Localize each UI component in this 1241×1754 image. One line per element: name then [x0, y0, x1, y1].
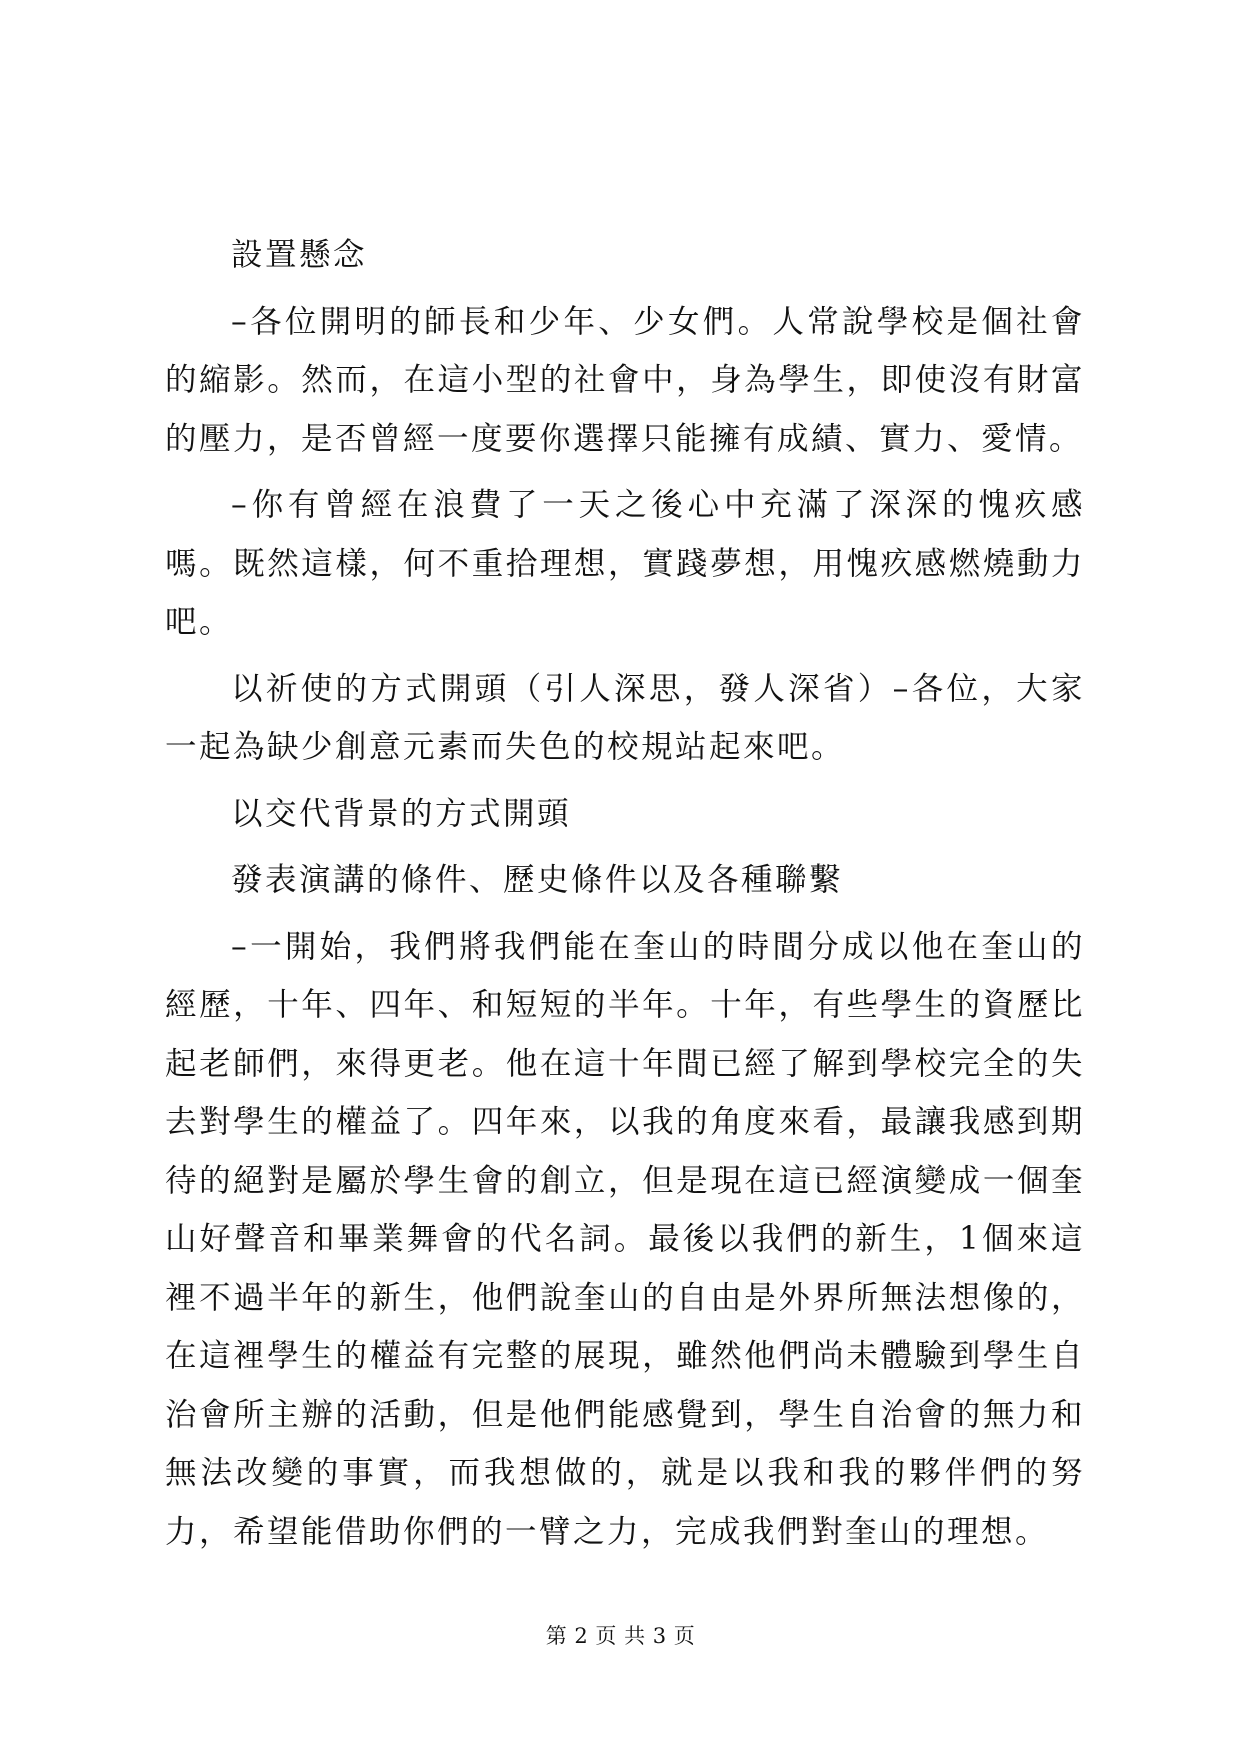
paragraph-main-body: –一開始，我們將我們能在奎山的時間分成以他在奎山的經歷，十年、四年、和短短的半年。十年，有些學生的資歷比起老師們，來得更老。他在這十年間已經了解到學校完全的失去對學生的權益了。四年來，以我的角度來看，最讓我感到期待的絕對是屬於學生會的創立，但是現在這已經演變成一個奎山好聲音和畢業舞會的代名詞。最後以我們的新生，1個來這裡不過半年的新生，他們說奎山的自由是外界所無法想像的，在這裡學生的權益有完整的展現，雖然他們尚未體驗到學生自治會所主辦的活動，但是他們能感覺到，學生自治會的無力和無法改變的事實，而我想做的，就是以我和我的夥伴們的努力，希望能借助你們的一臂之力，完成我們對奎山的理想。 — [165, 928, 1085, 1550]
subheading-speech-conditions: 發表演講的條件、歷史條件以及各種聯繫 — [231, 862, 844, 898]
heading-background-opening: 以交代背景的方式開頭 — [231, 795, 572, 832]
heading-suspense: 設置懸念 — [231, 237, 368, 273]
paragraph-guilt-question: –你有曾經在浪費了一天之後心中充滿了深深的愧疚感嗎。既然這樣，何不重拾理想，實踐夢想，用愧疚感燃燒動力吧。 — [165, 487, 1085, 640]
document-body — [165, 226, 1085, 1569]
page-number-footer: 第 2 页 共 3 页 — [545, 1624, 696, 1648]
paragraph-imperative-opening: 以祈使的方式開頭（引人深思，發人深省）–各位，大家一起為缺少創意元素而失色的校規站起來吧。 — [165, 670, 1085, 765]
paragraph-opening-address: –各位開明的師長和少年、少女們。人常說學校是個社會的縮影。然而，在這小型的社會中，身為學生，即使沒有財富的壓力，是否曾經一度要你選擇只能擁有成績、實力、愛情。 — [165, 303, 1085, 457]
